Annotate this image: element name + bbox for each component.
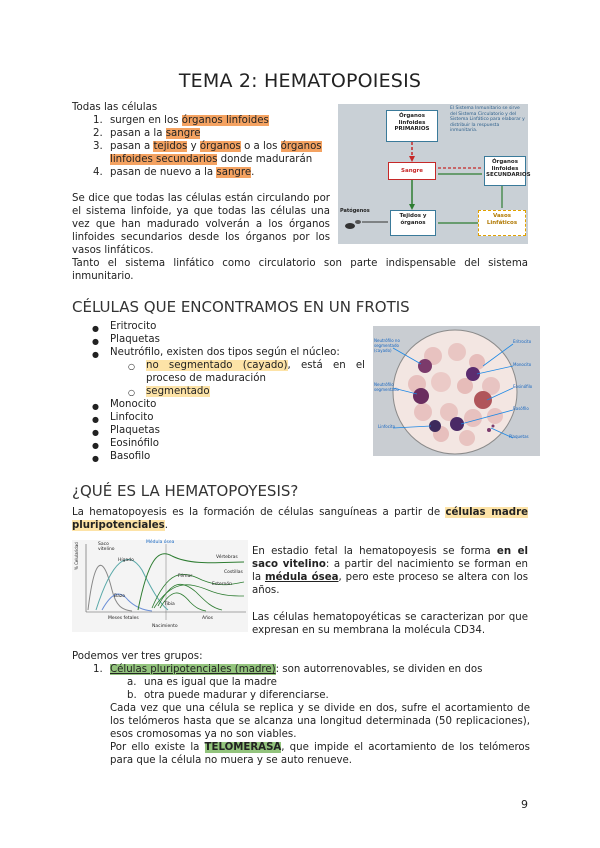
section-heading-frotis: CÉLULAS QUE ENCONTRAMOS EN UN FROTIS xyxy=(72,298,410,316)
label-bone-marrow: Médula ósea xyxy=(146,540,175,545)
label-basophil: Basófilo xyxy=(513,406,529,411)
label-fetal-months: Meses fetales xyxy=(108,616,139,621)
label-eosinophil: Eosinófilo xyxy=(513,384,533,389)
fetal-stage-text: En estadio fetal la hematopoyesis se forma en el saco vitelino: a partir del nacimiento se forman en la médula ósea, pero este proceso se altera con los años. xyxy=(252,546,528,596)
pathogens-label: Patógenos xyxy=(340,208,370,214)
label-lymphocyte: Linfocito xyxy=(378,424,396,429)
list-item: 1. Células pluripotenciales (madre): son autorrenovables, se dividen en dos xyxy=(93,664,483,675)
box-blood: Sangre xyxy=(388,162,436,180)
sub-list-item: ○ no segmentado (cayado), está en el proceso de maduración xyxy=(128,360,365,384)
hematopoiesis-sites-chart xyxy=(72,540,248,632)
label-platelets: Plaquetas xyxy=(509,434,529,439)
cd34-text: Las células hematopoyéticas se caracterizan por que expresan en su membrana la molécula CD34. xyxy=(252,612,528,636)
page-title: TEMA 2: HEMATOPOIESIS xyxy=(178,70,422,92)
sub-list-item: b. otra puede madurar y diferenciarse. xyxy=(127,690,329,701)
list-item: ● Basofilo xyxy=(92,451,151,463)
list-item: 3. pasan a tejidos y órganos o a los órganos linfoides secundarios donde madurarán xyxy=(93,141,322,165)
telomerase-text: Por ello existe la TELOMERASA, que impide el acortamiento de los telómeros para que la célula no muera y se auto renueve. xyxy=(110,742,530,766)
label-ribs: Costillas xyxy=(224,570,243,575)
diagram-arrows xyxy=(338,104,528,244)
list-item: ● Eritrocito xyxy=(92,321,157,333)
list-item: 4. pasan de nuevo a la sangre. xyxy=(93,167,255,178)
label-spleen: Bazo xyxy=(114,594,125,599)
list-item: 1. surgen en los órganos linfoides xyxy=(93,115,269,126)
groups-intro: Podemos ver tres grupos: xyxy=(72,651,203,662)
label-sternum: Esternón xyxy=(212,582,232,587)
blood-smear-figure xyxy=(373,326,540,456)
label-birth: Nacimiento xyxy=(152,624,178,629)
telomere-text: Cada vez que una célula se replica y se divide en dos, sufre el acortamiento de los telómeros hasta que se alcanza una longitud determinada (50 replicaciones), esos cromosomas ya no son viables. xyxy=(110,703,530,740)
page-number: 9 xyxy=(521,798,528,811)
chart-y-label: % Celularidad xyxy=(74,542,79,570)
section-heading-hematopoyesis: ¿QUÉ ES LA HEMATOPOYESIS? xyxy=(72,482,299,500)
list-item: ● Plaquetas xyxy=(92,334,160,346)
label-erythrocyte: Eritrocito xyxy=(513,339,532,344)
list-item: ● Monocito xyxy=(92,399,157,411)
box-primary-organs: Órganos linfoides PRIMARIOS xyxy=(386,110,438,142)
intro-text: Todas las células xyxy=(72,102,158,113)
box-lymph-vessels: Vasos Linfáticos xyxy=(478,210,526,236)
sub-list-item: ○ segmentado xyxy=(128,386,210,397)
diagram-note: El Sistema Inmunitario se sirve del Sistema Circulatorio y del Sistema Linfático para elaborar y distribuir la respuesta inmunitaria. xyxy=(450,106,525,133)
cells-list xyxy=(93,114,335,179)
list-item: ● Eosinófilo xyxy=(92,438,159,450)
label-femur: Fémur xyxy=(178,574,193,579)
definition-text: La hematopoyesis es la formación de células sanguíneas a partir de células madre pluripotenciales. xyxy=(72,507,528,531)
sub-list-item: a. una es igual que la madre xyxy=(127,677,277,688)
label-vertebrae: Vértebras xyxy=(216,555,238,560)
list-item: ● Neutrófilo, existen dos tipos según el núcleo: xyxy=(92,347,340,359)
label-liver: Hígado xyxy=(118,558,134,563)
label-tibia: Tibia xyxy=(164,602,175,607)
group-1 xyxy=(93,663,530,767)
list-item: ● Plaquetas xyxy=(92,425,160,437)
para-circulation: Se dice que todas las células están circulando por el sistema linfoide, ya que todas las células una vez que han madurado volverán a los órganos linfoides secundarios desde los órganos por los vasos linfáticos. xyxy=(72,193,330,256)
box-secondary-organs: Órganos linfoides SECUNDARIOS xyxy=(484,156,526,186)
frotis-list xyxy=(92,320,365,463)
label-band-neutrophil: Neutrófilo no segmentado (cayado) xyxy=(374,338,400,353)
list-item: ● Linfocito xyxy=(92,412,154,424)
box-tissues: Tejidos y órganos xyxy=(390,210,436,236)
label-segmented-neutrophil: Neutrófilo segmentado xyxy=(374,382,399,392)
immune-system-diagram xyxy=(338,104,531,244)
label-years: Años xyxy=(202,616,214,621)
label-yolk-sac: Saco vitelino xyxy=(98,542,115,552)
label-monocyte: Monocito xyxy=(513,362,532,367)
list-item: 2. pasan a la sangre xyxy=(93,128,201,139)
para-immune: Tanto el sistema linfático como circulatorio son parte indispensable del sistema inmunitario. xyxy=(72,258,528,282)
